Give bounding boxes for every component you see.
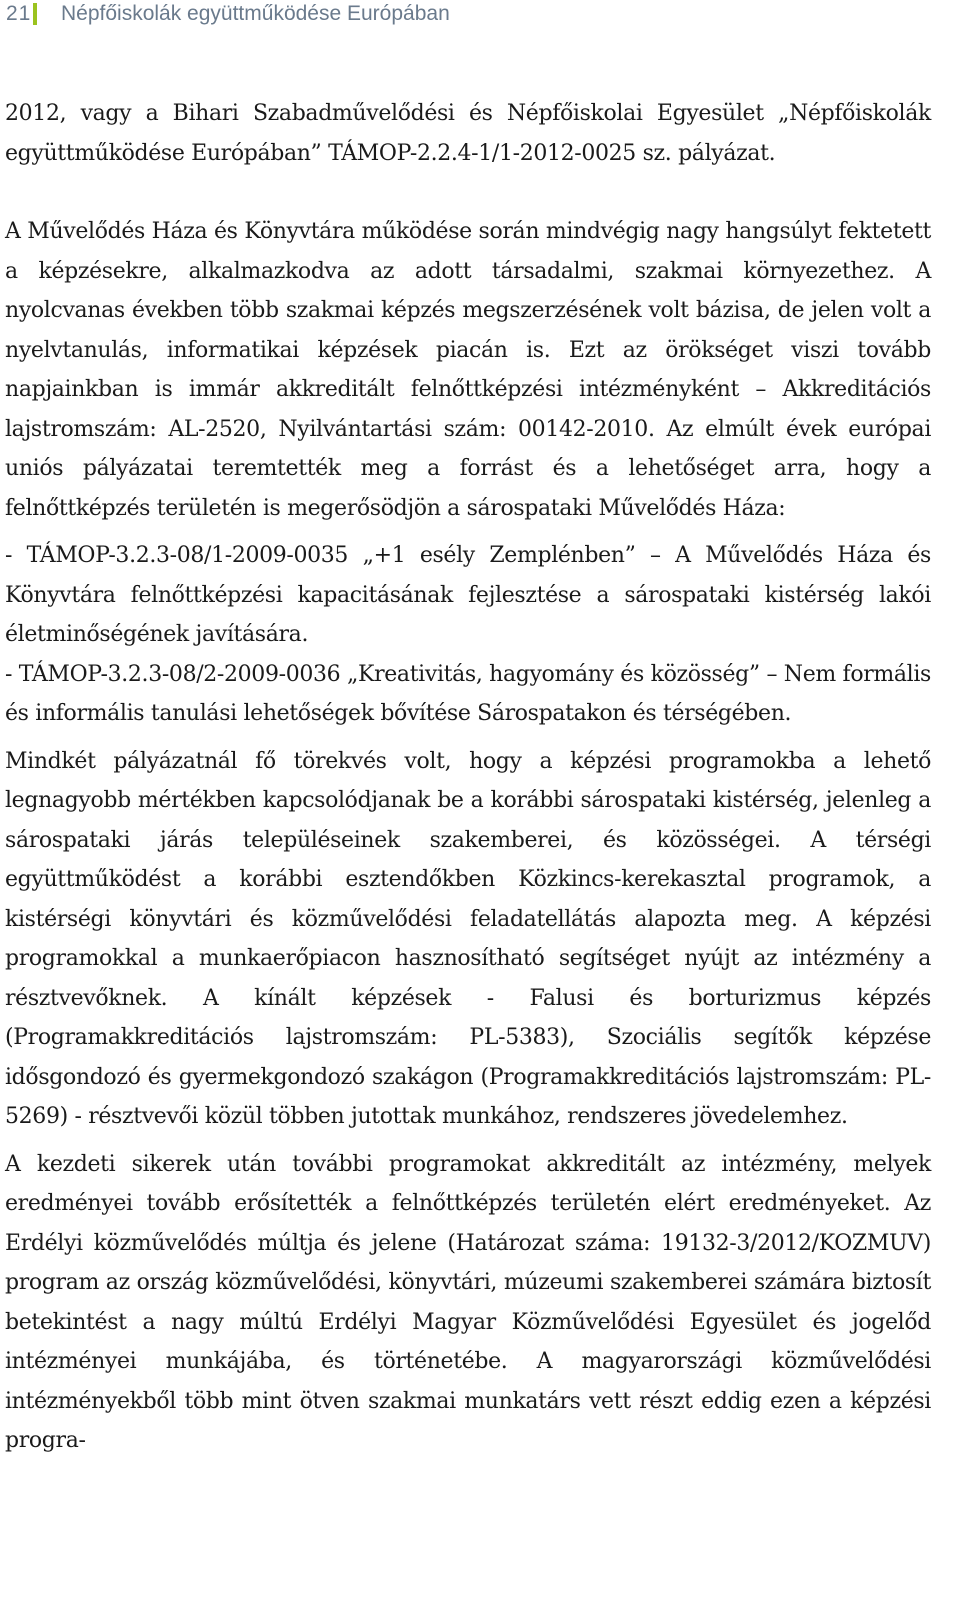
body-text: [5, 94, 931, 1461]
header-accent-bar: [33, 3, 37, 25]
paragraph-goals: Mindkét pályázatnál fő törekvés volt, hogy a képzési programokba a lehető legnagyobb mértékben kapcsolódjanak be a korábbi sárospataki kistérség, jelenleg a sárospataki járás településeinek szakemberei, és közösségei. A térségi együttműködést a korábbi esztendőkben Közkincs-kerekasztal programok, a kistérségi könyvtári és közművelődési feladatellátás alapozta meg. A képzési programokkal a munkaerőpiacon hasznosítható segítséget nyújt az intézmény a résztvevőknek. A kínált képzések - Falusi és borturizmus képzés (Programakkreditációs lajstromszám: PL-5383), Szociális segítők képzése idősgondozó és gyermekgondozó szakágon (Programakkreditációs lajstromszám: PL-5269) - résztvevői közül többen jutottak munkához, rendszeres jövedelemhez.: [5, 748, 931, 1129]
paragraph-further-programs: A kezdeti sikerek után további programokat akkreditált az intézmény, melyek eredményei tovább erősítették a felnőttképzés területén elért eredményeket. Az Erdélyi közművelődés múltja és jelene (Határozat száma: 19132-3/2012/KOZMUV) program az ország közművelődési, könyvtári, múzeumi szakemberei számára biztosít betekintést a nagy múltú Erdélyi Magyar Közművelődési Egyesület és jogelőd intézményei munkájába, és történetébe. A magyarországi közművelődési intézményekből több mint ötven szakmai munkatárs vett részt eddig ezen a képzési progra-: [5, 1151, 931, 1453]
running-title: Népfőiskolák együttműködése Európában: [61, 2, 450, 25]
running-header: [0, 0, 960, 30]
page-number: 21: [6, 2, 32, 25]
paragraph-training-history: A Művelődés Háza és Könyvtára működése során mindvégig nagy hangsúlyt fektetett a képzésekre, alkalmazkodva az adott társadalmi, szakmai környezethez. A nyolcvanas években több szakmai képzés megszerzésének volt bázisa, de jelen volt a nyelvtanulás, informatikai képzések piacán is. Ezt az örökséget viszi tovább napjainkban is immár akkreditált felnőttképzési intézményként – Akkreditációs lajstromszám: AL-2520, Nyilvántartási szám: 00142-2010. Az elmúlt évek európai uniós pályázatai teremtették meg a forrást és a lehetőséget arra, hogy a felnőttképzés területén is megerősödjön a sárospataki Művelődés Háza:: [5, 219, 931, 521]
paragraph-project-1: - TÁMOP-3.2.3-08/1-2009-0035 „+1 esély Zemplénben” – A Művelődés Háza és Könyvtára felnőttképzési kapacitásának fejlesztése a sárospataki kistérség lakói életminőségének javítására.: [5, 543, 931, 647]
paragraph-intro: 2012, vagy a Bihari Szabadművelődési és Népfőiskolai Egyesület „Népfőiskolák együttműködése Európában” TÁMOP-2.2.4-1/1-2012-0025 sz. pályázat.: [5, 101, 931, 166]
paragraph-project-2: - TÁMOP-3.2.3-08/2-2009-0036 „Kreativitás, hagyomány és közösség” – Nem formális és informális tanulási lehetőségek bővítése Sárospatakon és térségében.: [5, 661, 931, 726]
